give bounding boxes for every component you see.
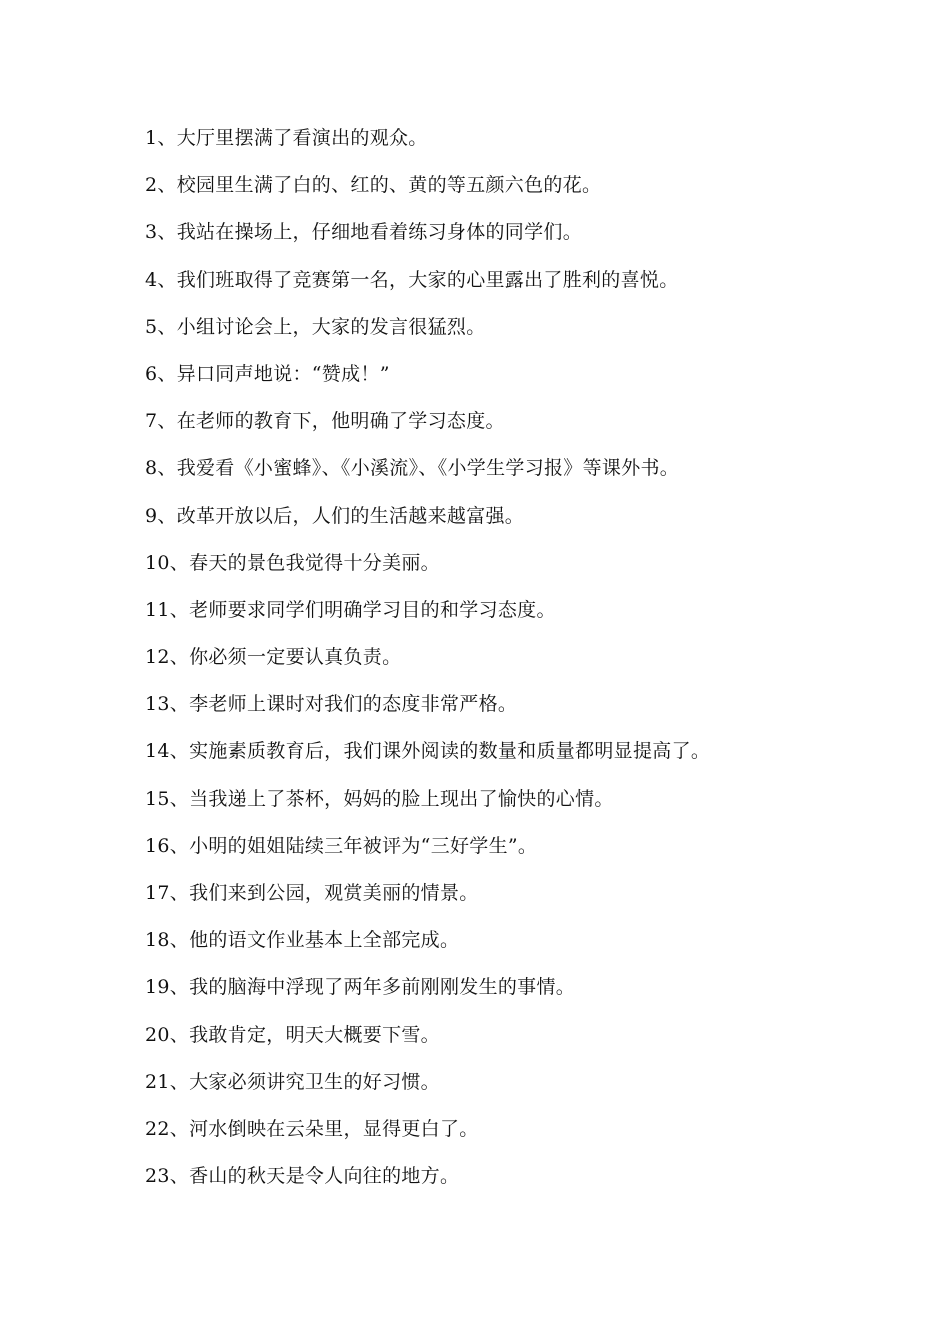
sentence-item: 3、我站在操场上，仔细地看着练习身体的同学们。 bbox=[145, 221, 582, 244]
sentence-list bbox=[145, 118, 915, 1203]
sentence-item: 15、当我递上了茶杯，妈妈的脸上现出了愉快的心情。 bbox=[145, 787, 614, 810]
sentence-item: 12、你必须一定要认真负责。 bbox=[145, 646, 402, 669]
sentence-item: 11、老师要求同学们明确学习目的和学习态度。 bbox=[145, 598, 556, 621]
sentence-item: 14、实施素质教育后，我们课外阅读的数量和质量都明显提高了。 bbox=[145, 740, 711, 763]
sentence-item: 9、改革开放以后，人们的生活越来越富强。 bbox=[145, 504, 525, 527]
sentence-item: 8、我爱看《小蜜蜂》、《小溪流》、《小学生学习报》等课外书。 bbox=[145, 457, 680, 480]
sentence-item: 5、小组讨论会上，大家的发言很猛烈。 bbox=[145, 315, 486, 338]
sentence-item: 6、异口同声地说：“赞成！” bbox=[145, 362, 390, 385]
sentence-item: 17、我们来到公园，观赏美丽的情景。 bbox=[145, 882, 479, 904]
sentence-item: 13、李老师上课时对我们的态度非常严格。 bbox=[145, 693, 518, 716]
sentence-item: 16、小明的姐姐陆续三年被评为“三好学生”。 bbox=[145, 834, 538, 857]
sentence-item: 19、我的脑海中浮现了两年多前刚刚发生的事情。 bbox=[145, 976, 576, 999]
sentence-item: 7、在老师的教育下，他明确了学习态度。 bbox=[145, 410, 505, 433]
sentence-item: 21、大家必须讲究卫生的好习惯。 bbox=[145, 1070, 440, 1093]
sentence-item: 22、河水倒映在云朵里，显得更白了。 bbox=[145, 1117, 479, 1140]
sentence-item: 23、香山的秋天是令人向往的地方。 bbox=[145, 1165, 460, 1188]
sentence-item: 2、校园里生满了白的、红的、黄的等五颜六色的花。 bbox=[145, 174, 602, 197]
sentence-item: 18、他的语文作业基本上全部完成。 bbox=[145, 929, 460, 952]
sentence-item: 4、我们班取得了竞赛第一名，大家的心里露出了胜利的喜悦。 bbox=[145, 268, 679, 291]
sentence-item: 1、大厅里摆满了看演出的观众。 bbox=[145, 127, 428, 149]
sentence-item: 10、春天的景色我觉得十分美丽。 bbox=[145, 551, 440, 574]
sentence-item: 20、我敢肯定，明天大概要下雪。 bbox=[145, 1023, 440, 1046]
